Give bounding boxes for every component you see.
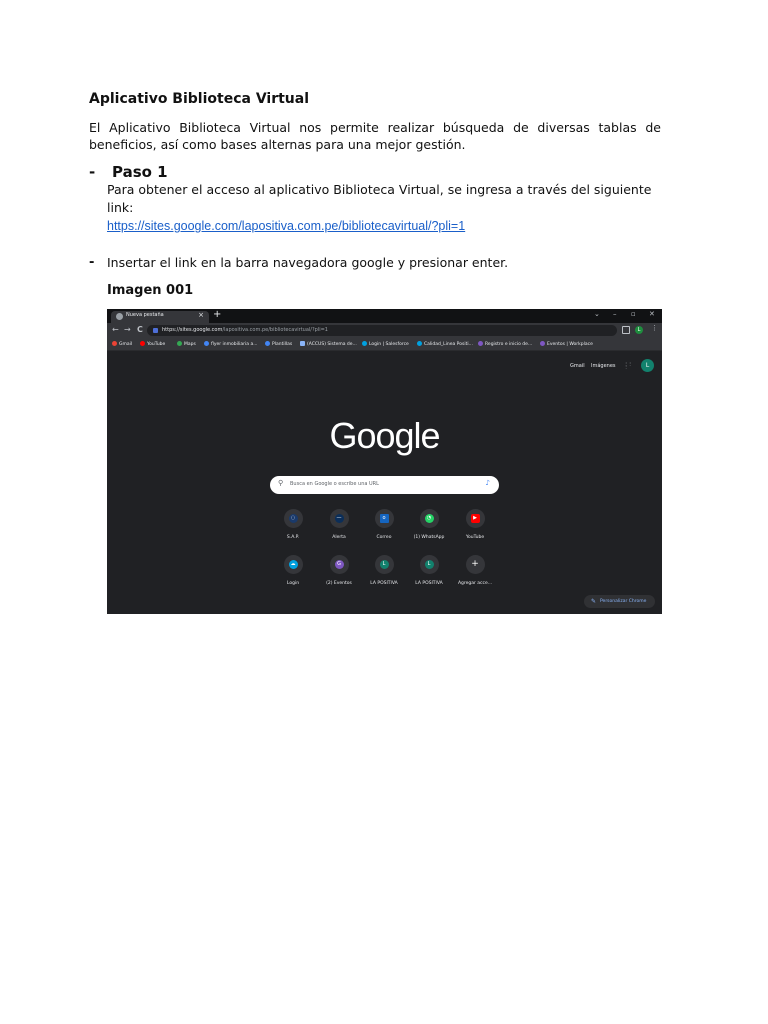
shortcut-icon-bg [284, 555, 303, 574]
shortcut-icon-bg [375, 555, 394, 574]
bookmark-item[interactable]: Eventos | Workplace [540, 341, 593, 347]
youtube-icon: ▶ [471, 514, 480, 523]
shortcut-icon-bg [420, 555, 439, 574]
browser-tab[interactable] [111, 311, 209, 323]
account-avatar[interactable]: L [641, 359, 654, 372]
bullet-dash: - [89, 163, 96, 181]
shortcut-tile[interactable] [407, 509, 451, 540]
images-link[interactable]: Imágenes [591, 363, 616, 369]
shortcut-icon-bg [420, 509, 439, 528]
browser-tab-strip [107, 309, 662, 323]
microphone-icon[interactable]: ♪ [485, 479, 490, 487]
shortcut-label: (2) Eventos [326, 581, 352, 586]
tab-title: Nueva pestaña [126, 312, 164, 318]
apps-grid-icon[interactable]: ⋮⋮⋮ [624, 361, 632, 369]
site-icon [265, 341, 270, 346]
restore-icon[interactable]: ▫ [631, 310, 636, 318]
bookmark-item[interactable]: flyer inmobiliaria a... [204, 341, 258, 347]
close-tab-icon[interactable]: × [198, 311, 204, 319]
workplace-icon [540, 341, 545, 346]
bookmark-item[interactable]: (ACCUS) Sistema de... [300, 341, 357, 347]
whatsapp-icon: ◔ [425, 514, 434, 523]
google-search-input[interactable] [270, 476, 499, 494]
new-tab-icon[interactable]: + [213, 309, 222, 320]
site-icon [300, 341, 305, 346]
shortcut-icon-bg [375, 509, 394, 528]
address-toolbar [107, 323, 662, 338]
search-placeholder: Busca en Google o escribe una URL [290, 481, 379, 487]
biblioteca-link[interactable]: https://sites.google.com/lapositiva.com.pe/bibliotecavirtual/?pli=1 [107, 219, 466, 233]
site-info-icon[interactable] [153, 328, 158, 333]
maps-icon [177, 341, 182, 346]
shortcut-icon-bg [466, 555, 485, 574]
shortcut-tile[interactable] [453, 509, 497, 540]
shortcut-tile[interactable] [362, 509, 406, 540]
bookmarks-bar [107, 338, 662, 351]
side-panel-icon[interactable] [622, 326, 630, 334]
shortcut-tile[interactable] [362, 555, 406, 586]
alerta-icon: — [336, 515, 342, 521]
document-title: Aplicativo Biblioteca Virtual [89, 91, 310, 107]
profile-icon[interactable]: L [635, 326, 643, 334]
google-logo: Google [329, 415, 440, 456]
reload-icon[interactable]: C [137, 325, 143, 334]
bookmark-item[interactable]: Registro e inicio de... [478, 341, 532, 347]
bookmark-item[interactable]: Calidad_Linea Positi... [417, 341, 473, 347]
menu-kebab-icon[interactable]: ⋮ [651, 324, 658, 332]
eventos-icon: G [335, 560, 344, 569]
url-bar[interactable] [147, 325, 617, 336]
shortcut-label: Correo [376, 535, 392, 540]
shortcut-label: Agregar acce... [457, 581, 493, 586]
salesforce-icon [417, 341, 422, 346]
shortcut-label: LA POSITIVA [370, 581, 398, 586]
step-2-text: Insertar el link en la barra navegadora google y presionar enter. [107, 255, 509, 270]
bullet-dash: - [89, 255, 95, 270]
outlook-icon: o [380, 514, 389, 523]
shortcut-tile[interactable] [317, 509, 361, 540]
bookmark-item[interactable]: Gmail [112, 341, 132, 347]
figure-caption: Imagen 001 [107, 283, 194, 298]
shortcut-icon-bg [330, 509, 349, 528]
bookmark-item[interactable]: YouTube [140, 341, 165, 347]
step-1-text: Para obtener el acceso al aplicativo Biblioteca Virtual, se ingresa a través del siguiente link: [107, 182, 652, 215]
browser-screenshot [107, 309, 662, 614]
shortcut-label: S.A.P. [286, 535, 300, 540]
search-icon: ⚲ [278, 479, 284, 487]
bookmark-item[interactable]: Plantillas [265, 341, 292, 347]
salesforce-icon [362, 341, 367, 346]
chrome-icon [116, 313, 123, 320]
gmail-icon [112, 341, 117, 346]
shortcut-tile[interactable] [271, 509, 315, 540]
bookmark-item[interactable]: Login | Salesforce [362, 341, 409, 347]
add-shortcut-tile[interactable] [453, 555, 497, 586]
plus-icon: + [471, 559, 479, 569]
url-text: https://sites.google.com/lapositiva.com.pe/bibliotecavirtual/?pli=1 [162, 327, 328, 333]
back-icon[interactable]: ← [112, 325, 119, 334]
minimize-icon[interactable]: – [613, 310, 617, 318]
shortcut-tile[interactable] [271, 555, 315, 586]
intro-paragraph: El Aplicativo Biblioteca Virtual nos permite realizar búsqueda de diversas tablas de beneficios, así como bases alternas para una mejor gestión. [89, 120, 661, 152]
shortcut-tile[interactable] [317, 555, 361, 586]
shortcut-tile[interactable] [407, 555, 451, 586]
salesforce-icon: ☁ [290, 561, 296, 567]
shortcut-icon-bg [466, 509, 485, 528]
shortcut-label: (1) WhatsApp [413, 535, 445, 540]
shortcut-label: Alerta [332, 535, 346, 540]
site-icon [478, 341, 483, 346]
youtube-icon [140, 341, 145, 346]
shortcut-label: YouTube [465, 535, 485, 540]
pencil-icon: ✎ [591, 598, 597, 605]
site-icon [204, 341, 209, 346]
la-positiva-icon: L [380, 560, 389, 569]
customize-label: Personalizar Chrome [600, 599, 647, 604]
la-positiva-icon: L [425, 560, 434, 569]
shortcut-icon-bg [330, 555, 349, 574]
shortcut-label: LA POSITIVA [415, 581, 443, 586]
gmail-link[interactable]: Gmail [570, 363, 585, 369]
sap-icon: ◌ [289, 514, 298, 523]
shortcut-icon-bg [284, 509, 303, 528]
shortcut-label: Login [286, 581, 300, 586]
forward-icon[interactable]: → [124, 325, 131, 334]
tab-search-icon[interactable]: ⌄ [594, 310, 600, 318]
close-window-icon[interactable]: ✕ [649, 310, 655, 318]
bookmark-item[interactable]: Maps [177, 341, 196, 347]
customize-chrome-button[interactable] [584, 595, 655, 608]
step-1-heading: Paso 1 [112, 163, 168, 181]
